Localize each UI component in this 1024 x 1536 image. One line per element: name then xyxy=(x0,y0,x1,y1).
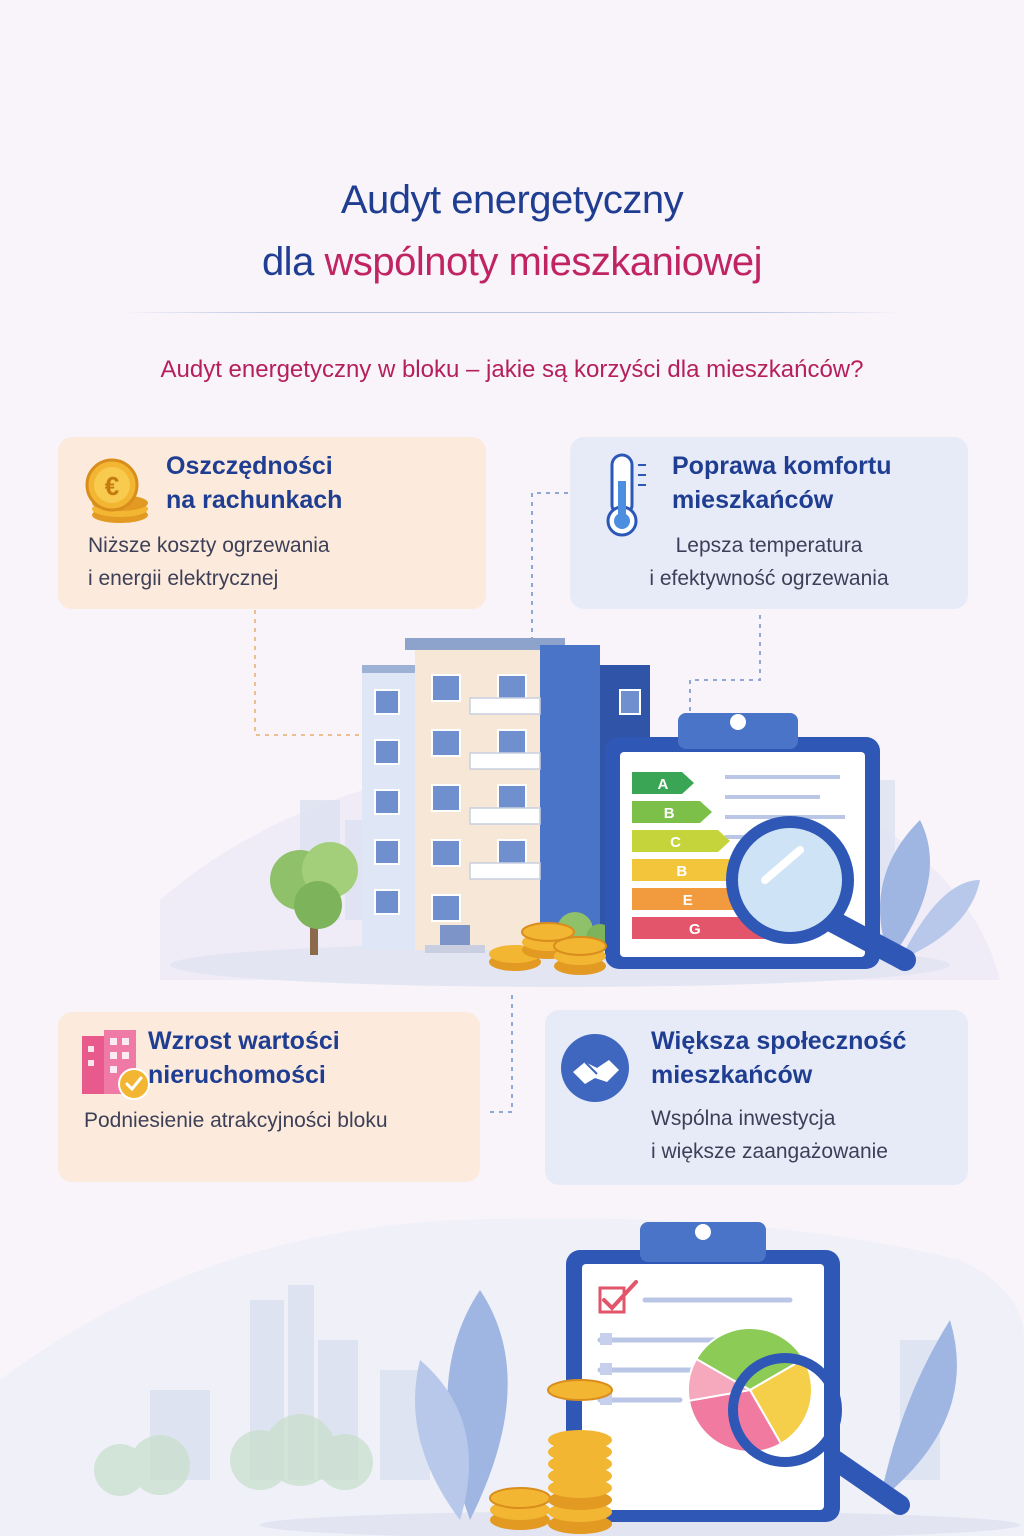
card-value-title-1: Wzrost wartości xyxy=(148,1027,340,1055)
card-savings-desc-1: Niższe koszty ogrzewania xyxy=(88,534,330,557)
card-community-desc-1: Wspólna inwestycja xyxy=(651,1107,836,1130)
card-comfort-desc-1: Lepsza temperatura xyxy=(675,534,863,557)
card-community-title-1: Większa społeczność xyxy=(651,1027,907,1055)
title-line-1: Audyt energetyczny xyxy=(340,178,684,222)
svg-text:€: € xyxy=(104,471,120,501)
card-comfort-title-2: mieszkańców xyxy=(672,486,834,514)
page-subtitle: Audyt energetyczny w bloku – jakie są korzyści dla mieszkańców? xyxy=(160,356,864,383)
energy-class-letter: E xyxy=(682,892,693,909)
energy-class-letter: C xyxy=(670,834,681,851)
card-savings-desc-2: i energii elektrycznej xyxy=(88,567,279,590)
card-savings-title-1: Oszczędności xyxy=(166,452,333,480)
energy-class-letter: B xyxy=(663,805,675,822)
energy-class-letter: G xyxy=(689,921,701,938)
energy-class-letter: B xyxy=(676,863,688,880)
card-community-desc-2: i większe zaangażowanie xyxy=(651,1140,888,1163)
card-value-title-2: nieruchomości xyxy=(148,1061,326,1089)
card-community-title-2: mieszkańców xyxy=(651,1061,813,1089)
card-value-desc-1: Podniesienie atrakcyjności bloku xyxy=(84,1109,388,1132)
card-savings-title-2: na rachunkach xyxy=(166,486,343,514)
title-prefix: dla xyxy=(261,240,314,284)
card-comfort-title-1: Poprawa komfortu xyxy=(672,452,892,480)
energy-class-letter: A xyxy=(657,776,669,793)
card-comfort-desc-2: i efektywność ogrzewania xyxy=(649,567,889,590)
title-highlight: wspólnoty mieszkaniowej xyxy=(324,240,763,284)
